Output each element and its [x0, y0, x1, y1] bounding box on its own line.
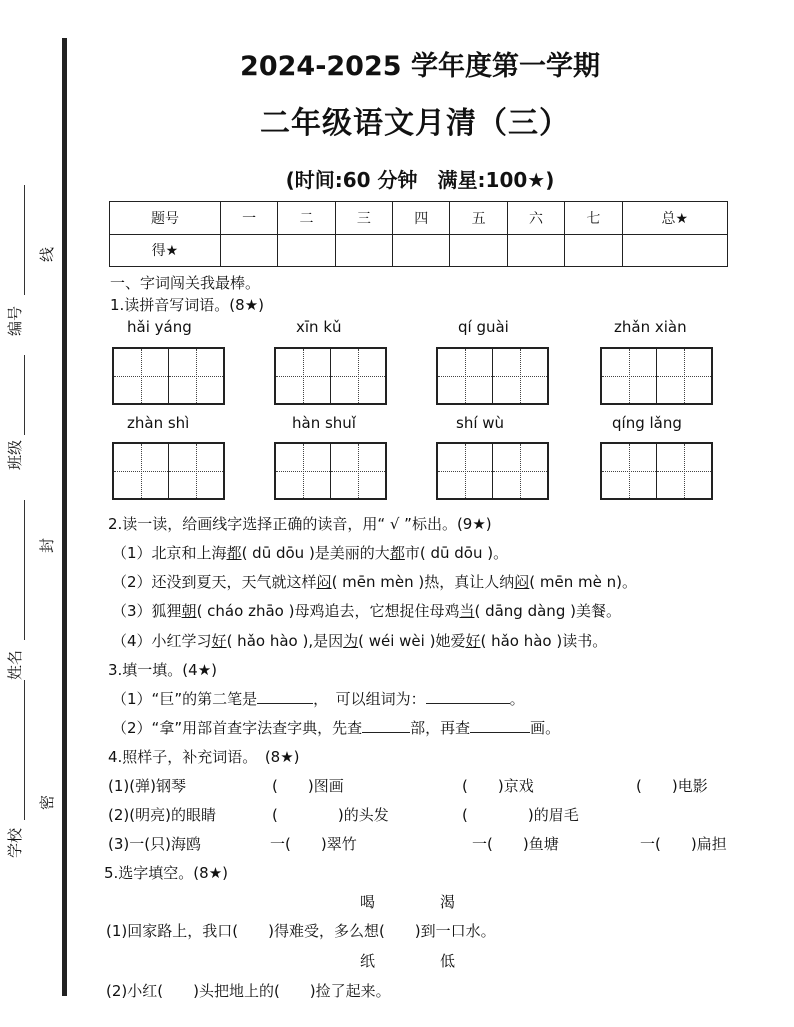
- seal-word-feng: 封: [38, 537, 56, 553]
- writing-cell[interactable]: [602, 444, 657, 498]
- writing-cell[interactable]: [493, 349, 547, 403]
- question-5-title: 5.选字填空。(8★): [104, 864, 229, 882]
- question-1-title: 1.读拼音写词语。(8★): [110, 296, 265, 314]
- writing-cell[interactable]: [493, 444, 547, 498]
- q5-line-1: (1)回家路上，我口( )得难受，多么想( )到一口水。: [106, 922, 496, 940]
- q3-text: 。: [509, 690, 525, 708]
- class-label: 班级: [6, 439, 24, 470]
- answer-blank[interactable]: [426, 689, 510, 704]
- pinyin-label: hǎi yáng: [127, 318, 192, 336]
- school-label: 学校: [6, 827, 24, 858]
- score-cell: 六: [507, 202, 564, 235]
- q4-cell[interactable]: ( )的头发: [272, 806, 389, 824]
- q2-text: （3）狐狸: [112, 602, 182, 620]
- writing-cell[interactable]: [602, 349, 657, 403]
- writing-grid[interactable]: [436, 442, 549, 500]
- choice-char: 喝: [360, 893, 376, 911]
- name-label: 姓名: [6, 649, 24, 680]
- writing-grid[interactable]: [600, 347, 713, 405]
- q2-text: （4）小红学习: [112, 632, 212, 650]
- score-table-header-row: [110, 202, 728, 235]
- score-table-score-row: [110, 234, 728, 267]
- question-2-title: 2.读一读，给画线字选择正确的读音，用“ √ ”标出。(9★): [108, 515, 492, 533]
- underlined-char: 为: [343, 632, 359, 650]
- q3-line-2: [112, 717, 560, 738]
- q2-text: （2）还没到夏天，天气就这样: [112, 573, 317, 591]
- q2-text: ( dū dōu )是美丽的大: [241, 544, 390, 562]
- score-input-cell[interactable]: [622, 234, 727, 267]
- q4-cell[interactable]: ( )电影: [636, 777, 708, 795]
- exam-meta: (时间:60 分钟 满星:100★): [285, 168, 555, 192]
- q2-text: ( dāng dàng )美餐。: [474, 602, 621, 620]
- choice-char: 纸: [360, 952, 376, 970]
- pinyin-label: qíng lǎng: [612, 414, 682, 432]
- underlined-char: 闷: [514, 573, 530, 591]
- score-input-cell[interactable]: [393, 234, 450, 267]
- score-cell: 三: [335, 202, 392, 235]
- q4-cell[interactable]: ( )京戏: [462, 777, 534, 795]
- underlined-char: 好: [465, 632, 481, 650]
- q3-line-1: [112, 688, 525, 709]
- choice-char: 低: [440, 952, 456, 970]
- answer-blank[interactable]: [362, 718, 410, 733]
- q2-item-4: [112, 630, 607, 651]
- q2-text: ( hǎo hào ),是因: [226, 632, 344, 650]
- q3-text: 部，再查: [410, 719, 471, 737]
- underlined-char: 闷: [316, 573, 332, 591]
- score-cell: 总★: [622, 202, 727, 235]
- q2-item-1: [112, 542, 508, 563]
- score-table: [109, 201, 728, 267]
- writing-cell[interactable]: [114, 349, 169, 403]
- score-cell: 七: [565, 202, 622, 235]
- writing-cell[interactable]: [169, 444, 223, 498]
- q2-text: ( cháo zhāo )母鸡追去，它想捉住母鸡: [196, 602, 460, 620]
- score-input-cell[interactable]: [220, 234, 277, 267]
- score-input-cell[interactable]: [278, 234, 335, 267]
- writing-cell[interactable]: [438, 444, 493, 498]
- writing-cell[interactable]: [276, 444, 331, 498]
- choice-char: 渴: [440, 893, 456, 911]
- score-cell: 一: [220, 202, 277, 235]
- writing-cell[interactable]: [657, 349, 711, 403]
- q2-text: ( wéi wèi )她爱: [358, 632, 466, 650]
- underlined-char: 都: [389, 544, 405, 562]
- q2-item-2: [112, 571, 637, 592]
- writing-cell[interactable]: [276, 349, 331, 403]
- number-blank: [24, 185, 25, 295]
- pinyin-label: zhàn shì: [127, 414, 190, 432]
- writing-cell[interactable]: [331, 349, 385, 403]
- q2-text: ( mēn mè n)。: [529, 573, 637, 591]
- pinyin-label: shí wù: [456, 414, 505, 432]
- q4-cell: (3)一(只)海鸥: [108, 835, 201, 853]
- writing-grid[interactable]: [112, 442, 225, 500]
- writing-cell[interactable]: [438, 349, 493, 403]
- q5-line-2: (2)小红( )头把地上的( )捡了起来。: [106, 982, 391, 1000]
- question-4-title: 4.照样子，补充词语。 (8★): [108, 748, 300, 766]
- question-3-title: 3.填一填。(4★): [108, 661, 218, 679]
- q4-cell[interactable]: 一( )扁担: [640, 835, 727, 853]
- score-cell: 题号: [110, 202, 221, 235]
- section-heading: 一、字词闯关我最棒。: [110, 274, 261, 292]
- q2-text: ( mēn mèn )热，真让人纳: [331, 573, 515, 591]
- school-blank: [24, 680, 25, 820]
- writing-cell[interactable]: [331, 444, 385, 498]
- q4-cell[interactable]: ( )的眉毛: [462, 806, 579, 824]
- q3-text: （2）“拿”用部首查字法查字典，先查: [112, 719, 363, 737]
- underlined-char: 好: [211, 632, 227, 650]
- seal-word-xian: 线: [38, 246, 56, 262]
- writing-cell[interactable]: [657, 444, 711, 498]
- q4-cell: (2)(明亮)的眼睛: [108, 806, 216, 824]
- pinyin-label: xīn kǔ: [296, 318, 342, 336]
- writing-grid[interactable]: [274, 442, 387, 500]
- score-cell: 二: [278, 202, 335, 235]
- score-cell: 五: [450, 202, 507, 235]
- q2-text: 市( dū dōu )。: [404, 544, 509, 562]
- underlined-char: 都: [226, 544, 242, 562]
- underlined-char: 朝: [181, 602, 197, 620]
- name-blank: [24, 500, 25, 640]
- writing-grid[interactable]: [112, 347, 225, 405]
- pinyin-label: qí guài: [458, 318, 509, 336]
- q3-text: ， 可以组词为：: [313, 690, 426, 708]
- writing-grid[interactable]: [436, 347, 549, 405]
- pinyin-label: zhǎn xiàn: [614, 318, 687, 336]
- q2-text: ( hǎo hào )读书。: [480, 632, 608, 650]
- score-input-cell[interactable]: [450, 234, 507, 267]
- q3-text: 画。: [530, 719, 561, 737]
- q4-cell: (1)(弹)钢琴: [108, 777, 186, 795]
- score-input-cell[interactable]: [507, 234, 564, 267]
- q4-cell[interactable]: ( )图画: [272, 777, 344, 795]
- writing-cell[interactable]: [169, 349, 223, 403]
- score-cell: 得★: [110, 234, 221, 267]
- writing-grid[interactable]: [600, 442, 713, 500]
- writing-grid[interactable]: [274, 347, 387, 405]
- seal-word-mi: 密: [38, 794, 56, 810]
- q2-item-3: [112, 600, 621, 621]
- underlined-char: 当: [459, 602, 475, 620]
- q4-cell[interactable]: 一( )鱼塘: [472, 835, 559, 853]
- score-input-cell[interactable]: [335, 234, 392, 267]
- pinyin-label: hàn shuǐ: [292, 414, 356, 432]
- score-input-cell[interactable]: [565, 234, 622, 267]
- answer-blank[interactable]: [470, 718, 530, 733]
- exam-title: 二年级语文月清（三）: [260, 106, 570, 141]
- q4-cell[interactable]: 一( )翠竹: [270, 835, 357, 853]
- class-blank: [24, 355, 25, 435]
- answer-blank[interactable]: [257, 689, 313, 704]
- exam-term-title: 2024-2025 学年度第一学期: [240, 51, 600, 82]
- q2-text: （1）北京和上海: [112, 544, 227, 562]
- writing-cell[interactable]: [114, 444, 169, 498]
- number-label: 编号: [6, 305, 24, 336]
- q3-text: （1）“巨”的第二笔是: [112, 690, 258, 708]
- score-cell: 四: [393, 202, 450, 235]
